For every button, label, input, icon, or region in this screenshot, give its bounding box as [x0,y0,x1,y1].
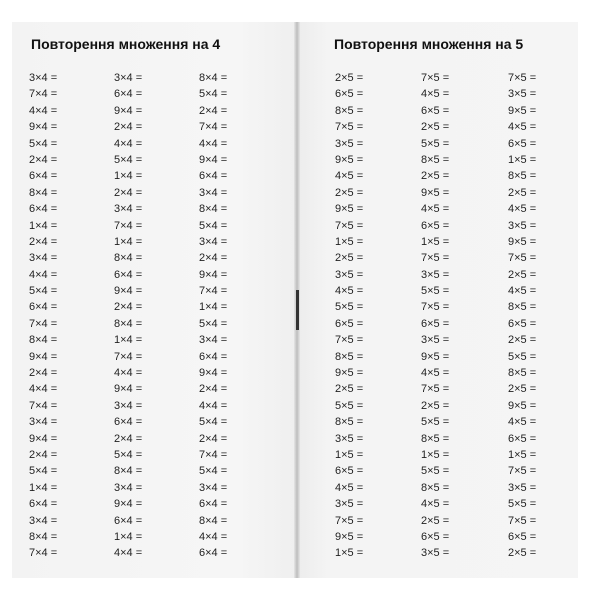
exercise-item: 5×5 = [508,350,537,363]
exercise-item: 4×4 = [114,367,143,380]
exercise-item: 8×5 = [421,432,450,445]
exercise-item: 5×4 = [199,465,228,478]
exercise-item: 2×4 = [199,104,228,117]
exercise-item: 6×4 = [114,268,143,281]
exercise-item: 7×4 = [114,350,143,363]
exercise-item: 6×4 = [114,514,143,527]
exercise-item: 6×4 = [29,498,58,511]
exercise-column [335,70,363,562]
exercise-item: 7×4 = [114,219,143,232]
exercise-item: 7×4 = [29,399,58,412]
exercise-item: 7×5 = [421,72,450,84]
exercise-item: 3×4 = [29,514,58,527]
exercise-item: 8×4 = [199,203,228,216]
exercise-item: 6×5 = [508,530,537,543]
exercise-item: 2×5 = [508,334,537,347]
exercise-item: 4×4 = [114,547,143,560]
exercise-item: 9×4 = [199,153,228,166]
exercise-item: 8×4 = [199,514,228,527]
exercise-item: 8×5 = [335,104,364,117]
exercise-item: 3×4 = [199,334,228,347]
exercise-item: 2×5 = [508,383,537,396]
exercise-item: 6×4 = [199,547,228,560]
exercise-item: 4×5 = [335,170,364,183]
exercise-item: 2×5 = [421,121,450,134]
exercise-item: 4×5 = [335,285,364,298]
exercise-item: 4×5 = [508,121,537,134]
exercise-item: 8×4 = [29,186,58,199]
exercise-item: 3×5 = [335,432,364,445]
exercise-item: 9×5 = [335,530,364,543]
exercise-column [114,70,142,562]
exercise-item: 2×4 = [29,448,58,461]
exercise-item: 4×4 = [29,104,58,117]
exercise-item: 3×4 = [114,399,143,412]
exercise-item: 3×4 = [29,72,58,84]
exercise-item: 9×5 = [508,399,537,412]
exercise-item: 7×5 = [508,514,537,527]
exercise-item: 6×4 = [29,203,58,216]
exercise-item: 6×5 = [508,137,537,150]
exercise-item: 3×4 = [199,481,228,494]
exercise-item: 3×5 = [421,334,450,347]
exercise-item: 3×4 = [199,186,228,199]
exercise-item: 2×4 = [29,367,58,380]
exercise-item: 3×5 = [335,268,364,281]
exercise-item: 7×4 = [199,448,228,461]
exercise-item: 9×4 = [29,350,58,363]
exercise-item: 2×4 = [114,121,143,134]
exercise-item: 4×5 = [335,481,364,494]
exercise-item: 9×5 = [335,203,364,216]
exercise-item: 5×4 = [199,317,228,330]
exercise-item: 5×4 = [29,137,58,150]
exercise-item: 8×5 = [508,301,537,314]
exercise-item: 3×4 = [29,416,58,429]
exercise-item: 7×5 = [421,301,450,314]
exercise-item: 9×4 = [114,383,143,396]
exercise-item: 9×4 = [29,432,58,445]
exercise-item: 3×5 = [421,268,450,281]
exercise-item: 2×5 = [421,170,450,183]
exercise-item: 1×5 = [421,448,450,461]
exercise-item: 9×4 = [199,268,228,281]
exercise-item: 6×5 = [508,432,537,445]
exercise-item: 5×5 = [421,137,450,150]
exercise-item: 6×4 = [199,498,228,511]
exercise-item: 9×5 = [335,367,364,380]
exercise-item: 1×4 = [29,481,58,494]
exercise-item: 2×4 = [29,235,58,248]
exercise-item: 3×4 = [199,235,228,248]
exercise-item: 5×4 = [199,416,228,429]
exercise-item: 9×4 = [29,121,58,134]
exercise-item: 7×5 = [335,219,364,232]
exercise-item: 1×5 = [335,448,364,461]
exercise-item: 5×5 = [421,285,450,298]
exercise-item: 7×5 = [421,383,450,396]
exercise-item: 2×5 = [335,186,364,199]
exercise-item: 5×5 = [421,465,450,478]
exercise-item: 2×4 = [199,432,228,445]
exercise-item: 4×4 = [199,137,228,150]
exercise-item: 4×4 = [114,137,143,150]
exercise-item: 7×5 = [508,252,537,265]
exercise-item: 9×4 = [114,498,143,511]
exercise-item: 6×5 = [335,465,364,478]
exercise-item: 8×5 = [508,367,537,380]
exercise-item: 4×4 = [199,399,228,412]
exercise-item: 2×4 = [114,432,143,445]
exercise-item: 3×5 = [335,498,364,511]
exercise-item: 6×5 = [335,317,364,330]
exercise-item: 7×4 = [199,285,228,298]
exercise-item: 4×5 = [508,285,537,298]
exercise-item: 5×4 = [29,285,58,298]
exercise-item: 3×5 = [421,547,450,560]
exercise-item: 7×5 = [335,121,364,134]
exercise-item: 1×4 = [199,301,228,314]
exercise-item: 1×4 = [114,170,143,183]
exercise-item: 2×4 = [114,186,143,199]
exercise-item: 4×4 = [29,383,58,396]
exercise-item: 2×4 = [199,252,228,265]
exercise-column [508,70,536,562]
exercise-item: 1×4 = [114,530,143,543]
exercise-item: 2×5 = [508,268,537,281]
exercise-item: 5×4 = [114,448,143,461]
exercise-item: 6×5 = [335,88,364,101]
exercise-item: 4×5 = [421,203,450,216]
exercise-item: 3×5 = [508,219,537,232]
exercise-item: 2×5 = [508,547,537,560]
page-title: Повторення множення на 4 [31,36,221,52]
staple [296,290,299,330]
exercise-item: 8×5 = [421,153,450,166]
exercise-item: 9×5 = [421,350,450,363]
exercise-item: 6×5 = [421,104,450,117]
exercise-item: 5×5 = [335,399,364,412]
exercise-item: 2×4 = [199,383,228,396]
exercise-item: 2×5 = [335,252,364,265]
exercise-item: 8×5 = [335,350,364,363]
exercise-column [29,70,57,562]
exercise-item: 5×4 = [114,153,143,166]
exercise-item: 1×5 = [335,235,364,248]
exercise-item: 3×5 = [508,88,537,101]
exercise-item: 8×4 = [199,72,228,84]
exercise-item: 9×5 = [421,186,450,199]
exercise-item: 1×5 = [508,448,537,461]
exercise-item: 1×5 = [508,153,537,166]
exercise-item: 2×4 = [114,301,143,314]
exercise-item: 3×4 = [114,72,143,84]
exercise-item: 4×5 = [508,203,537,216]
exercise-item: 6×4 = [199,170,228,183]
exercise-column [421,70,449,562]
exercise-item: 9×4 = [114,285,143,298]
exercise-item: 3×5 = [335,137,364,150]
exercise-item: 1×4 = [29,219,58,232]
exercise-item: 7×5 = [335,514,364,527]
exercise-item: 8×4 = [29,530,58,543]
exercise-item: 3×4 = [29,252,58,265]
exercise-item: 3×4 = [114,203,143,216]
exercise-item: 5×5 = [421,416,450,429]
exercise-item: 1×4 = [114,235,143,248]
exercise-item: 9×5 = [508,235,537,248]
exercise-item: 5×5 = [335,301,364,314]
exercise-item: 9×5 = [508,104,537,117]
exercise-item: 4×5 = [508,416,537,429]
exercise-item: 5×5 = [508,498,537,511]
exercise-item: 7×4 = [29,317,58,330]
exercise-item: 2×4 = [29,153,58,166]
exercise-item: 8×5 = [421,481,450,494]
exercise-item: 8×4 = [114,252,143,265]
exercise-item: 9×5 = [335,153,364,166]
exercise-item: 3×4 = [114,481,143,494]
exercise-item: 6×4 = [114,88,143,101]
exercise-item: 6×5 = [421,530,450,543]
exercise-item: 4×5 = [421,88,450,101]
exercise-item: 7×5 = [421,252,450,265]
page-title: Повторення множення на 5 [334,36,524,52]
exercise-column [199,70,227,562]
exercise-item: 2×5 = [335,383,364,396]
exercise-item: 1×4 = [114,334,143,347]
exercise-item: 7×4 = [29,88,58,101]
exercise-item: 8×5 = [335,416,364,429]
exercise-item: 8×5 = [508,170,537,183]
exercise-item: 2×5 = [508,186,537,199]
exercise-item: 2×5 = [335,72,364,84]
left-page [12,22,294,578]
exercise-item: 8×4 = [114,317,143,330]
workbook-spread [12,22,588,578]
right-page [300,22,578,578]
exercise-item: 6×5 = [421,317,450,330]
exercise-item: 6×4 = [29,170,58,183]
exercise-item: 4×4 = [199,530,228,543]
exercise-item: 2×5 = [421,399,450,412]
exercise-item: 7×4 = [199,121,228,134]
exercise-item: 8×4 = [29,334,58,347]
exercise-item: 6×5 = [421,219,450,232]
exercise-item: 9×4 = [114,104,143,117]
exercise-item: 7×5 = [508,465,537,478]
exercise-item: 6×5 = [508,317,537,330]
exercise-item: 5×4 = [199,88,228,101]
exercise-item: 7×5 = [508,72,537,84]
exercise-item: 1×5 = [421,235,450,248]
exercise-item: 9×4 = [199,367,228,380]
exercise-item: 7×5 = [335,334,364,347]
exercise-item: 6×4 = [114,416,143,429]
exercise-item: 7×4 = [29,547,58,560]
exercise-item: 8×4 = [114,465,143,478]
exercise-item: 5×4 = [199,219,228,232]
exercise-item: 6×4 = [29,301,58,314]
exercise-item: 6×4 = [199,350,228,363]
exercise-item: 4×4 = [29,268,58,281]
exercise-item: 5×4 = [29,465,58,478]
exercise-item: 4×5 = [421,498,450,511]
exercise-item: 4×5 = [421,367,450,380]
exercise-item: 1×5 = [335,547,364,560]
exercise-item: 3×5 = [508,481,537,494]
exercise-item: 2×5 = [421,514,450,527]
